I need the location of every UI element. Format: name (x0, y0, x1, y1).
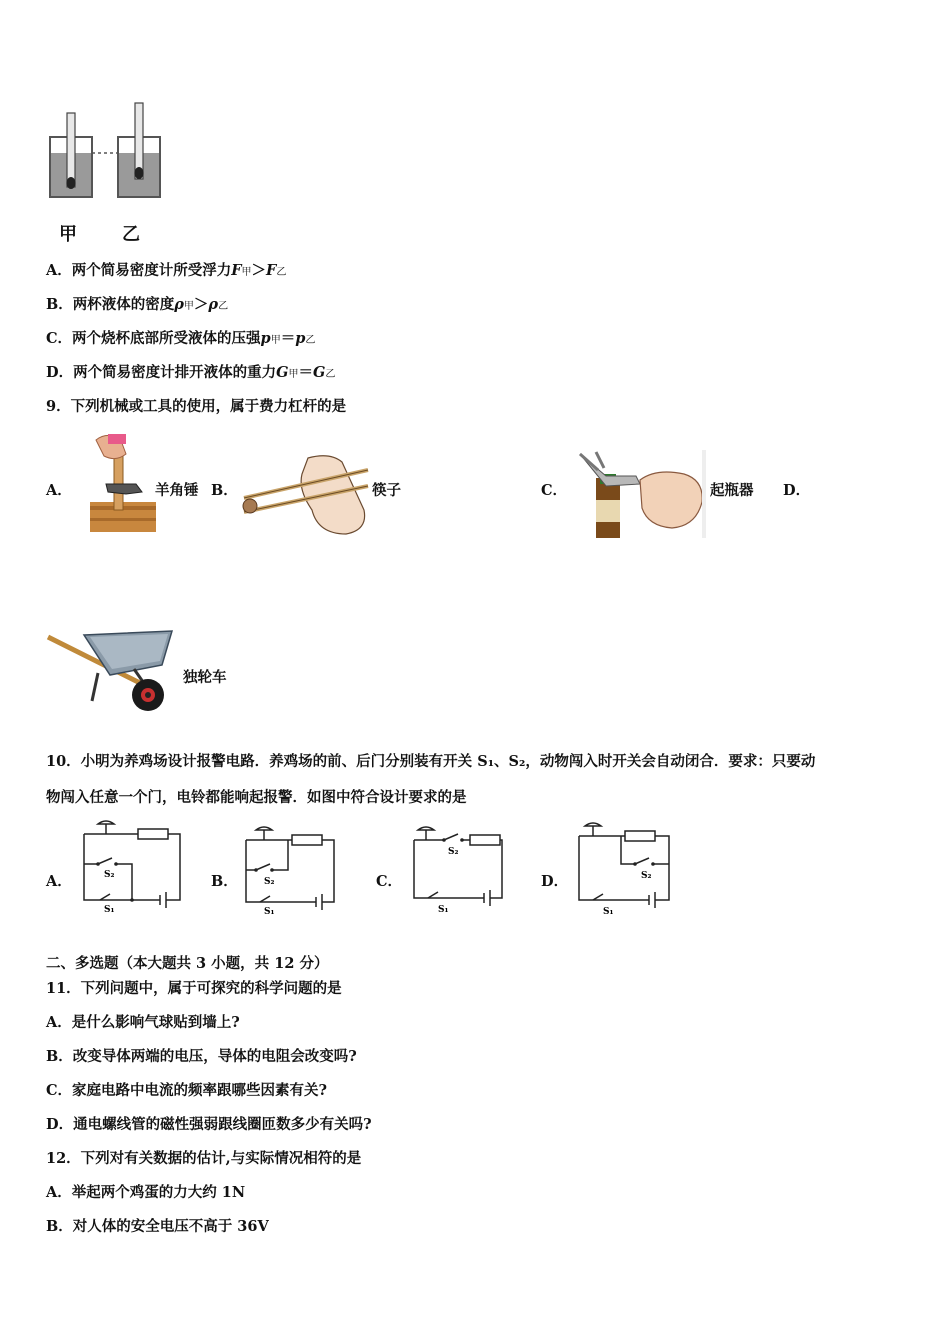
claw-hammer-image (86, 432, 158, 536)
q11-option-c: C．家庭电路中电流的频率跟哪些因素有关? (46, 1082, 328, 1099)
q12-stem: 12．下列对有关数据的估计,与实际情况相符的是 (46, 1150, 362, 1167)
beaker-b-label: 乙 (122, 224, 140, 245)
chopsticks-image (238, 450, 373, 538)
q10-stem-line2: 物闯入任意一个门，电铃都能响起报警．如图中符合设计要求的是 (46, 789, 467, 806)
q9-option-d-letter: D． (783, 482, 811, 499)
q10-option-c-letter: C． (376, 873, 403, 890)
q10-option-d-letter: D． (541, 873, 569, 890)
circuit-b (242, 826, 340, 917)
q11-option-d: D．通电螺线管的磁性强弱跟线圈匝数多少有关吗? (46, 1116, 372, 1133)
q11-stem: 11．下列问题中，属于可探究的科学问题的是 (46, 980, 342, 997)
q8-option-b: B．两杯液体的密度ρ甲＞ρ乙 (46, 296, 229, 313)
circuit-d-s1: S₁ (603, 907, 614, 917)
q9-option-a-name: 羊角锤 (155, 482, 199, 499)
q8-option-d: D．两个简易密度计排开液体的重力G甲＝G乙 (46, 364, 336, 381)
circuit-a-s2: S₂ (104, 870, 115, 880)
circuit-b-s1: S₁ (264, 907, 275, 917)
q11-option-a: A．是什么影响气球贴到墙上? (46, 1014, 240, 1031)
circuit-c-s1: S₁ (438, 905, 449, 915)
circuit-b-s2: S₂ (264, 877, 275, 887)
wheelbarrow-image (44, 625, 176, 717)
q9-option-c-name: 起瓶器 (710, 482, 754, 499)
circuit-c (410, 826, 508, 916)
circuit-c-s2: S₂ (448, 847, 459, 857)
q12-option-b: B．对人体的安全电压不高于 36V (46, 1218, 269, 1235)
q11-option-b: B．改变导体两端的电压，导体的电阻会改变吗? (46, 1048, 357, 1065)
q8-option-c: C．两个烧杯底部所受液体的压强p甲＝p乙 (46, 330, 316, 347)
q8-option-a: A．两个简易密度计所受浮力F甲＞F乙 (46, 262, 287, 279)
q9-option-b-letter: B． (211, 482, 238, 499)
circuit-a-s1: S₁ (104, 905, 115, 915)
q9-option-a-letter: A． (46, 482, 72, 499)
q9-option-b-name: 筷子 (372, 482, 401, 499)
circuit-d-s2: S₂ (641, 871, 652, 881)
q10-stem-line1: 10．小明为养鸡场设计报警电路．养鸡场的前、后门分别装有开关 S₁、S₂，动物闯入时开关会自动闭合．要求：只要动 (46, 753, 816, 770)
q9-stem: 9．下列机械或工具的使用，属于费力杠杆的是 (46, 398, 347, 415)
density-meter-figure (40, 95, 180, 205)
circuit-d (575, 822, 675, 916)
beaker-a-label: 甲 (59, 224, 77, 245)
bottle-opener-image (576, 450, 710, 538)
q10-option-b-letter: B． (211, 873, 238, 890)
q10-option-a-letter: A． (46, 873, 72, 890)
section-2-title: 二、多选题（本大题共 3 小题，共 12 分） (46, 955, 329, 972)
circuit-a (80, 820, 185, 915)
q9-option-d-name: 独轮车 (183, 669, 227, 686)
q9-option-c-letter: C． (541, 482, 568, 499)
q12-option-a: A．举起两个鸡蛋的力大约 1N (46, 1184, 246, 1201)
